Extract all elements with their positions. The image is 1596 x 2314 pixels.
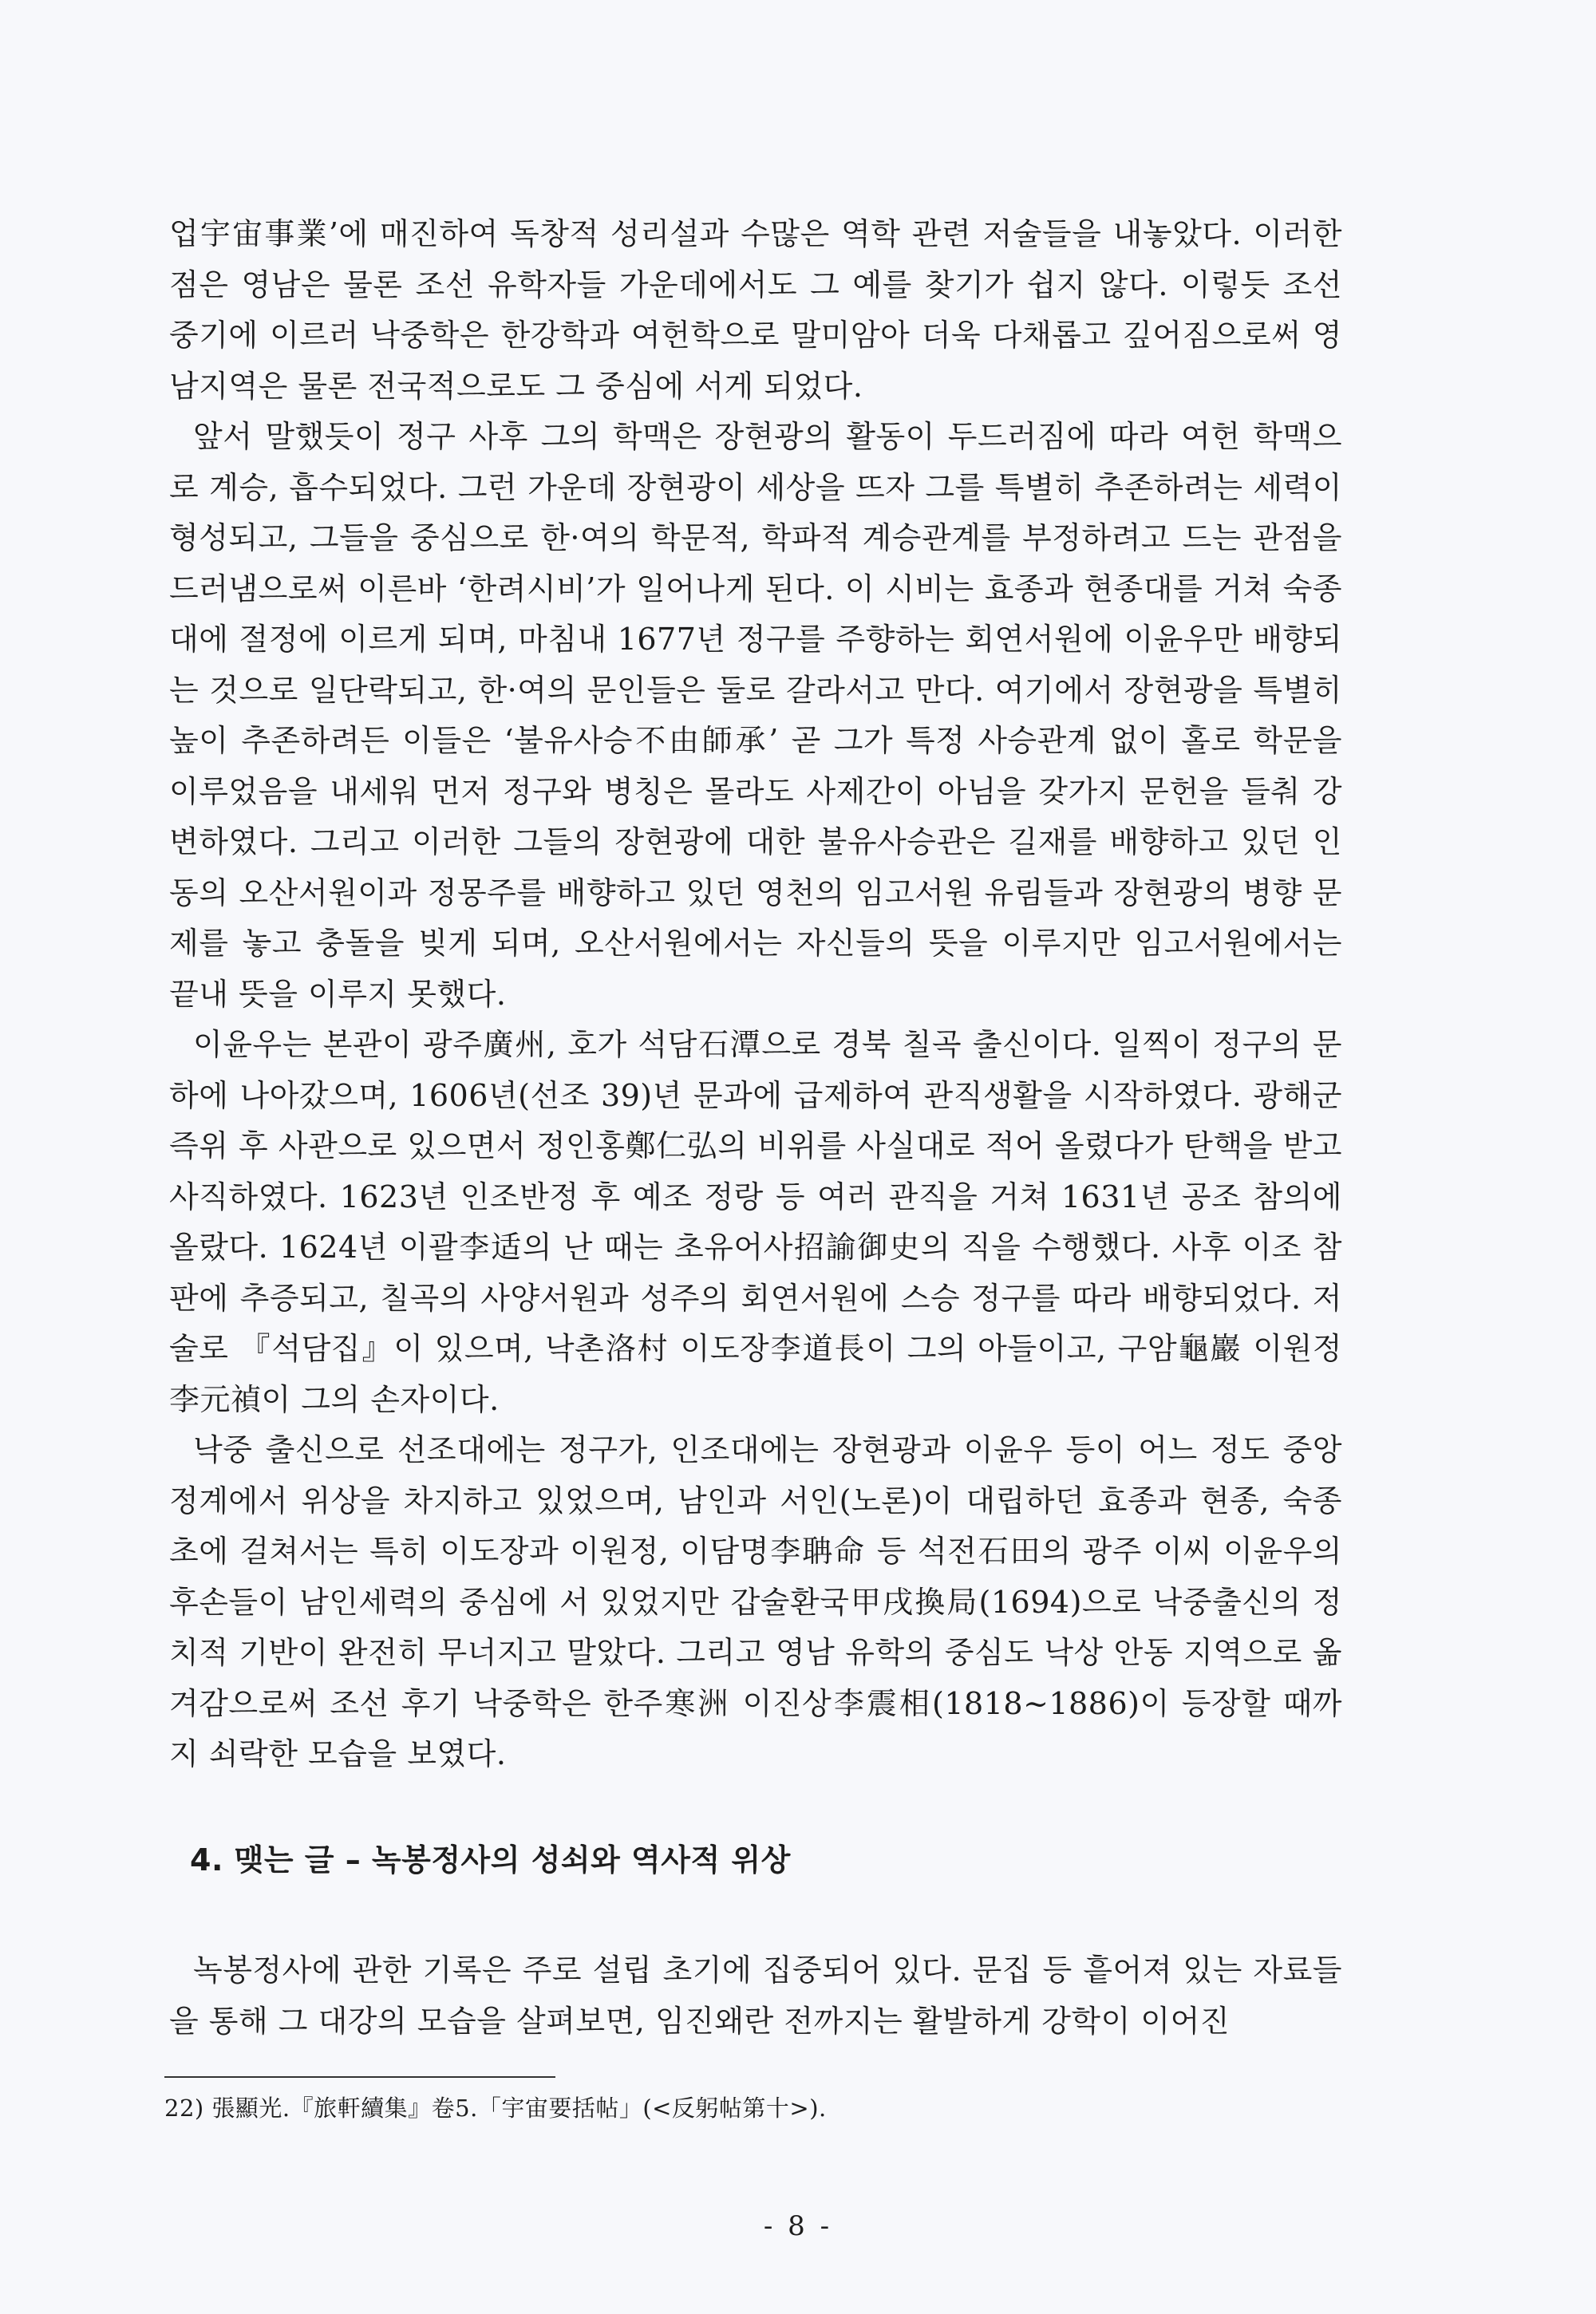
footnote: 22) 張顯光.『旅軒續集』卷5.「宇宙要括帖」(<反躬帖第十>). bbox=[164, 2095, 827, 2122]
paragraph-hanryeo-dispute: 앞서 말했듯이 정구 사후 그의 학맥은 장현광의 활동이 두드러짐에 따라 여헌 학맥으로 계승, 흡수되었다. 그런 가운데 장현광이 세상을 뜨자 그를 특별히 추존하려는 세력이 형성되고, 그들을 중심으로 한·여의 학문적, 학파적 계승관계를 부정하려고 드는 관점을 드러냄으로써 이른바 ‘한려시비’가 일어나게 된다. 이 시비는 효종과 현종대를 거쳐 숙종대에 절정에 이르게 되며, 마침내 1677년 정구를 주향하는 회연서원에 이윤우만 배향되는 것으로 일단락되고, 한·여의 문인들은 둘로 갈라서고 만다. 여기에서 장현광을 특별히 높이 추존하려든 이들은 ‘불유사승不由師承’ 곧 그가 특정 사승관계 없이 홀로 학문을 이루었음을 내세워 먼저 정구와 병칭은 몰라도 사제간이 아님을 갖가지 문헌을 들춰 강변하였다. 그리고 이러한 그들의 장현광에 대한 불유사승관은 길재를 배향하고 있던 인동의 오산서원이과 정몽주를 배향하고 있던 영천의 임고서원 유림들과 장현광의 병향 문제를 놓고 충돌을 빚게 되며, 오산서원에서는 자신들의 뜻을 이루지만 임고서원에서는 끝내 뜻을 이루지 못했다. bbox=[169, 419, 1342, 1012]
paragraph-nakjung-decline: 낙중 출신으로 선조대에는 정구가, 인조대에는 장현광과 이윤우 등이 어느 정도 중앙정계에서 위상을 차지하고 있었으며, 남인과 서인(노론)이 대립하던 효종과 현종, 숙종 초에 걸쳐서는 특히 이도장과 이원정, 이담명李聃命 등 석전石田의 광주 이씨 이윤우의 후손들이 남인세력의 중심에 서 있었지만 갑술환국甲戌換局(1694)으로 낙중출신의 정치적 기반이 완전히 무너지고 말았다. 그리고 영남 유학의 중심도 낙상 안동 지역으로 옮겨감으로써 조선 후기 낙중학은 한주寒洲 이진상李震相(1818~1886)이 등장할 때까지 쇠락한 모습을 보였다. bbox=[169, 1432, 1342, 1771]
paragraph-continuation: 업宇宙事業’에 매진하여 독창적 성리설과 수많은 역학 관련 저술들을 내놓았다. 이러한 점은 영남은 물론 조선 유학자들 가운데에서도 그 예를 찾기가 쉽지 않다. 이렇듯 조선 중기에 이르러 낙중학은 한강학과 여헌학으로 말미암아 더욱 다채롭고 깊어짐으로써 영남지역은 물론 전국적으로도 그 중심에 서게 되었다. bbox=[169, 216, 1342, 404]
paragraph-nokbong-jeongsa: 녹봉정사에 관한 기록은 주로 설립 초기에 집중되어 있다. 문집 등 흩어져 있는 자료들을 통해 그 대강의 모습을 살펴보면, 임진왜란 전까지는 활발하게 강학이 이어진 bbox=[169, 1953, 1342, 2039]
section-heading: 4. 맺는 글 – 녹봉정사의 성쇠와 역사적 위상 bbox=[190, 1842, 791, 1878]
page-number: - 8 - bbox=[763, 2210, 833, 2242]
closing-section-text bbox=[169, 1945, 1342, 2047]
paragraph-lee-yunwoo: 이윤우는 본관이 광주廣州, 호가 석담石潭으로 경북 칠곡 출신이다. 일찍이 정구의 문하에 나아갔으며, 1606년(선조 39)년 문과에 급제하여 관직생활을 시작하였다. 광해군 즉위 후 사관으로 있으면서 정인홍鄭仁弘의 비위를 사실대로 적어 올렸다가 탄핵을 받고 사직하였다. 1623년 인조반정 후 예조 정랑 등 여러 관직을 거쳐 1631년 공조 참의에 올랐다. 1624년 이괄李适의 난 때는 초유어사招諭御史의 직을 수행했다. 사후 이조 참판에 추증되고, 칠곡의 사양서원과 성주의 회연서원에 스승 정구를 따라 배향되었다. 저술로 『석담집』이 있으며, 낙촌洛村 이도장李道長이 그의 아들이고, 구암龜巖 이원정李元禎이 그의 손자이다. bbox=[169, 1027, 1342, 1417]
footnote-divider bbox=[164, 2076, 555, 2078]
body-text bbox=[169, 209, 1342, 1780]
